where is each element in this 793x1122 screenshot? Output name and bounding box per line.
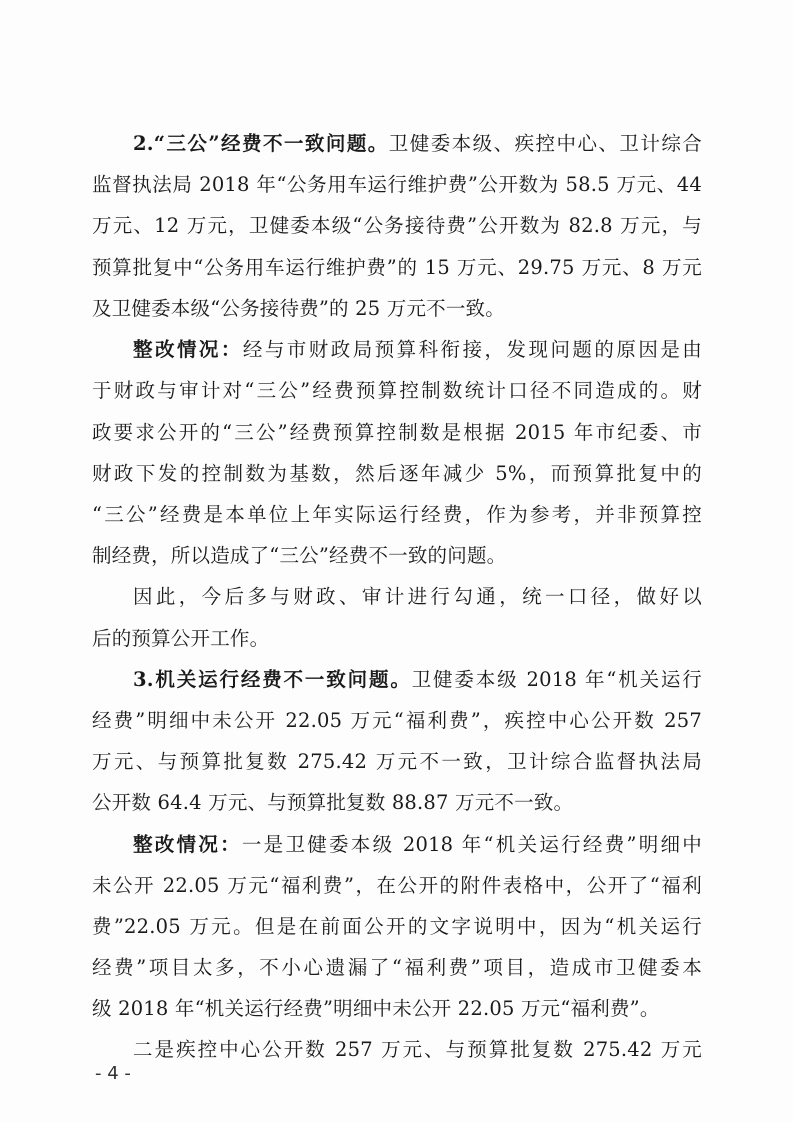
section3-line-2: 经费”明细中未公开 22.05 万元“福利费”，疾控中心公开数 257 [92,709,702,732]
section3-line-3: 万元、与预算批复数 275.42 万元不一致，卫计综合监督执法局 [92,750,702,773]
rectify2-line-4: 财政下发的控制数为基数，然后逐年减少 5%，而预算批复中的 [92,462,702,485]
followup-line-2: 后的预算公开工作。 [92,627,270,650]
rectify3-line-2: 未公开 22.05 万元“福利费”，在公开的附件表格中，公开了“福利 [92,874,702,897]
rectify2-text: 经与市财政局预算科衔接，发现问题的原因是由 [242,338,702,361]
section2-line-1 [133,130,702,158]
section2-line-2: 监督执法局 2018 年“公务用车运行维护费”公开数为 58.5 万元、44 [92,173,702,196]
rectify3-label: 整改情况： [133,833,242,856]
rectify2-line-1 [133,336,702,364]
rectify2-line-6: 制经费，所以造成了“三公”经费不一致的问题。 [92,544,507,567]
rectify2-line-2: 于财政与审计对“三公”经费预算控制数统计口径不同造成的。财 [92,379,702,402]
rectify2-label: 整改情况： [133,338,243,361]
rectify3-line-1 [133,831,702,859]
section3-line-4: 公开数 64.4 万元、与预算批复数 88.87 万元不一致。 [92,791,574,814]
rectify2-line-3: 政要求公开的“三公”经费预算控制数是根据 2015 年市纪委、市 [92,421,702,444]
section2-heading: 2.“三公”经费不一致问题。 [133,132,389,155]
section2-line-5: 及卫健委本级“公务接待费”的 25 万元不一致。 [92,297,505,320]
section2-line-3: 万元、12 万元，卫健委本级“公务接待费”公开数为 82.8 万元，与 [92,214,702,237]
rectify3-line-5: 级 2018 年“机关运行经费”明细中未公开 22.05 万元“福利费”。 [92,997,660,1020]
section3-text: 卫健委本级 2018 年“机关运行 [411,668,702,691]
page-number: - 4 - [95,1063,131,1084]
rectify3-line-4: 经费”项目太多，不小心遗漏了“福利费”项目，造成市卫健委本 [92,956,702,979]
section3-line-1 [133,666,702,694]
rectify3-text: 一是卫健委本级 2018 年“机关运行经费”明细中 [241,833,702,856]
section2-line-4: 预算批复中“公务用车运行维护费”的 15 万元、29.75 万元、8 万元 [92,256,702,279]
rectify2-line-5: “三公”经费是本单位上年实际运行经费，作为参考，并非预算控 [92,503,702,526]
point2-line-1: 二是疾控中心公开数 257 万元、与预算批复数 275.42 万元 [133,1038,702,1061]
section2-text: 卫健委本级、疾控中心、卫计综合 [388,132,702,155]
followup-line-1: 因此，今后多与财政、审计进行勾通，统一口径，做好以 [133,585,702,608]
section3-heading: 3.机关运行经费不一致问题。 [133,668,412,691]
rectify3-line-3: 费”22.05 万元。但是在前面公开的文字说明中，因为“机关运行 [92,915,702,938]
